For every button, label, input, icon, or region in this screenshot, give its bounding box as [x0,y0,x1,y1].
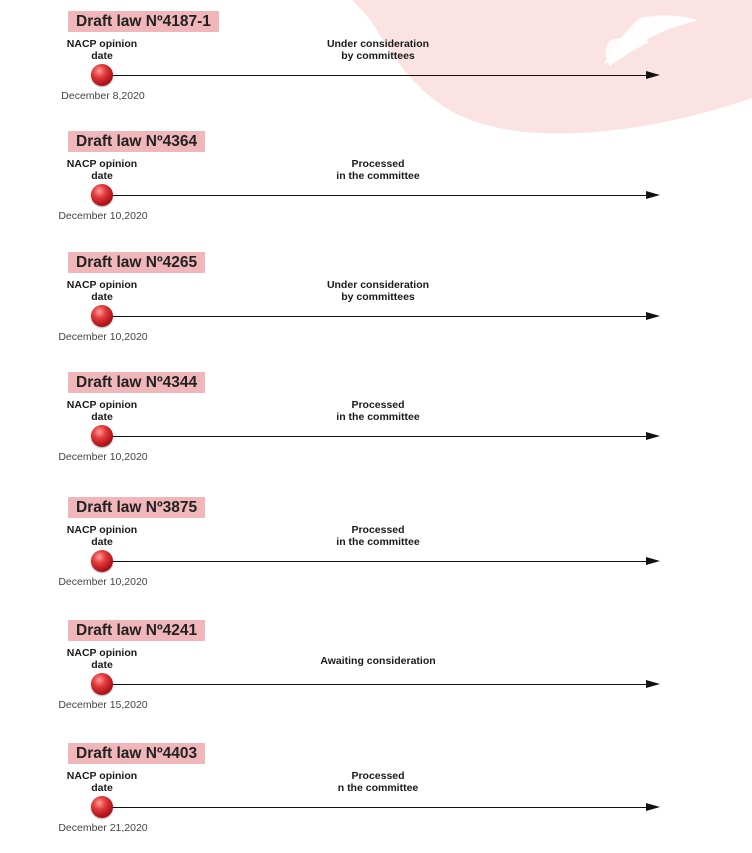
timeline-arrow-line [104,684,648,686]
draft-law-title: Draft law Nº4187-1 [68,11,219,32]
red-dot-icon [91,305,113,327]
nacp-opinion-label: NACP opinion date [66,279,138,303]
timeline-arrow-line [104,436,648,438]
red-dot-icon [91,64,113,86]
timeline-arrow-line [104,316,648,318]
arrow-head-icon [646,557,660,565]
timeline-arrow-line [104,807,648,809]
nacp-opinion-label: NACP opinion date [66,524,138,548]
draft-law-title: Draft law Nº4364 [68,131,205,152]
nacp-opinion-label: NACP opinion date [66,770,138,794]
nacp-opinion-label: NACP opinion date [66,647,138,671]
opinion-date: December 8,2020 [61,90,145,102]
draft-law-title: Draft law Nº3875 [68,497,205,518]
timeline-entry [0,372,752,482]
draft-law-title: Draft law Nº4241 [68,620,205,641]
status-label: Processed in the committee [336,524,420,548]
red-dot-icon [91,550,113,572]
timeline-arrow-line [104,75,648,77]
status-label: Under consideration by committees [326,279,430,303]
arrow-head-icon [646,680,660,688]
red-dot-icon [91,796,113,818]
draft-law-title: Draft law Nº4265 [68,252,205,273]
draft-law-title: Draft law Nº4403 [68,743,205,764]
arrow-head-icon [646,191,660,199]
timeline-arrow-line [104,195,648,197]
status-label: Processed in the committee [336,399,420,423]
timeline-entry [0,131,752,241]
status-label: Awaiting consideration [320,655,436,667]
status-label: Processed in the committee [336,158,420,182]
timeline-entry [0,11,752,121]
timeline-entry [0,620,752,730]
draft-law-title: Draft law Nº4344 [68,372,205,393]
opinion-date: December 10,2020 [58,210,148,222]
arrow-head-icon [646,71,660,79]
opinion-date: December 10,2020 [58,576,148,588]
opinion-date: December 21,2020 [58,822,148,834]
arrow-head-icon [646,312,660,320]
arrow-head-icon [646,803,660,811]
opinion-date: December 15,2020 [58,699,148,711]
nacp-opinion-label: NACP opinion date [66,158,138,182]
opinion-date: December 10,2020 [58,451,148,463]
status-label: Under consideration by committees [326,38,430,62]
nacp-opinion-label: NACP opinion date [66,399,138,423]
arrow-head-icon [646,432,660,440]
timeline-entry [0,743,752,853]
red-dot-icon [91,673,113,695]
timeline-arrow-line [104,561,648,563]
timeline-entry [0,252,752,362]
nacp-opinion-label: NACP opinion date [66,38,138,62]
red-dot-icon [91,184,113,206]
opinion-date: December 10,2020 [58,331,148,343]
timeline-entry [0,497,752,607]
status-label: Processed n the committee [337,770,419,794]
red-dot-icon [91,425,113,447]
